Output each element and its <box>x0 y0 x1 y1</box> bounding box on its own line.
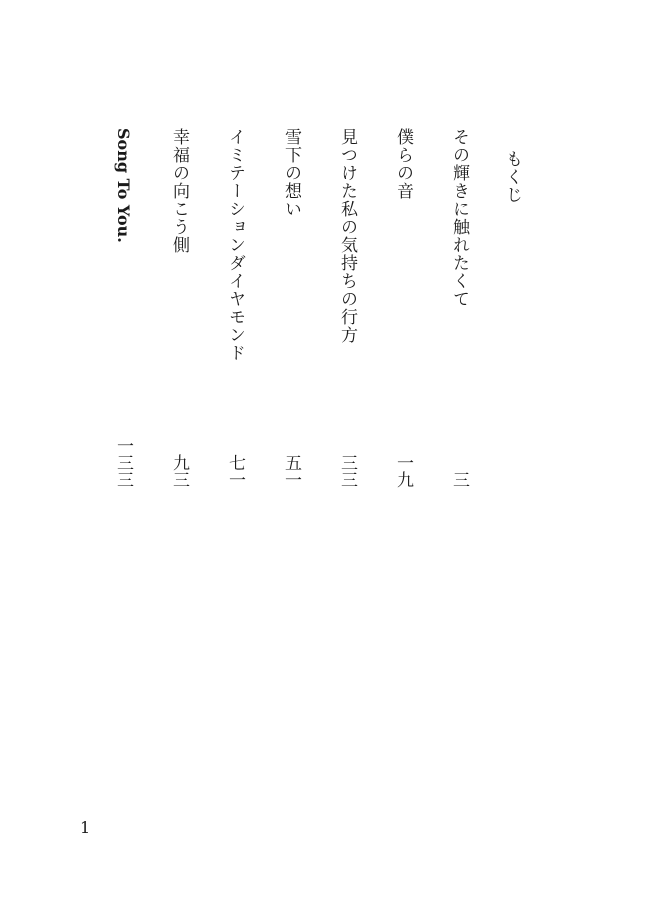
toc-list <box>112 128 470 498</box>
toc-entry-page: 一九 <box>393 454 413 488</box>
toc-entry[interactable] <box>280 128 302 488</box>
toc-entry[interactable] <box>336 128 358 488</box>
toc-entry-title: Song To You. <box>114 128 133 243</box>
toc-entry-page: 三 <box>449 471 469 488</box>
page-number: 1 <box>80 818 91 837</box>
toc-entry[interactable] <box>112 128 134 488</box>
toc-entry-page: 九三 <box>169 454 189 488</box>
toc-entry-title: イミテーションダイヤモンド <box>225 128 245 362</box>
toc-entry-page: 七一 <box>225 454 245 488</box>
toc-entry[interactable] <box>392 128 414 488</box>
toc-heading: もくじ <box>502 150 522 204</box>
toc-entry-page: 一三三 <box>113 437 133 488</box>
toc-entry-page: 五一 <box>281 454 301 488</box>
toc-entry[interactable] <box>448 128 470 488</box>
toc-entry-page: 三三 <box>337 454 357 488</box>
toc-entry[interactable] <box>168 128 190 488</box>
toc-entry-title: その輝きに触れたくて <box>449 128 469 308</box>
toc-entry-title: 見つけた私の気持ちの行方 <box>337 128 357 344</box>
toc-entry[interactable] <box>224 128 246 488</box>
toc-entry-title: 僕らの音 <box>393 128 413 200</box>
toc-entry-title: 雪下の想い <box>281 128 301 218</box>
toc-entry-title: 幸福の向こう側 <box>169 128 189 254</box>
